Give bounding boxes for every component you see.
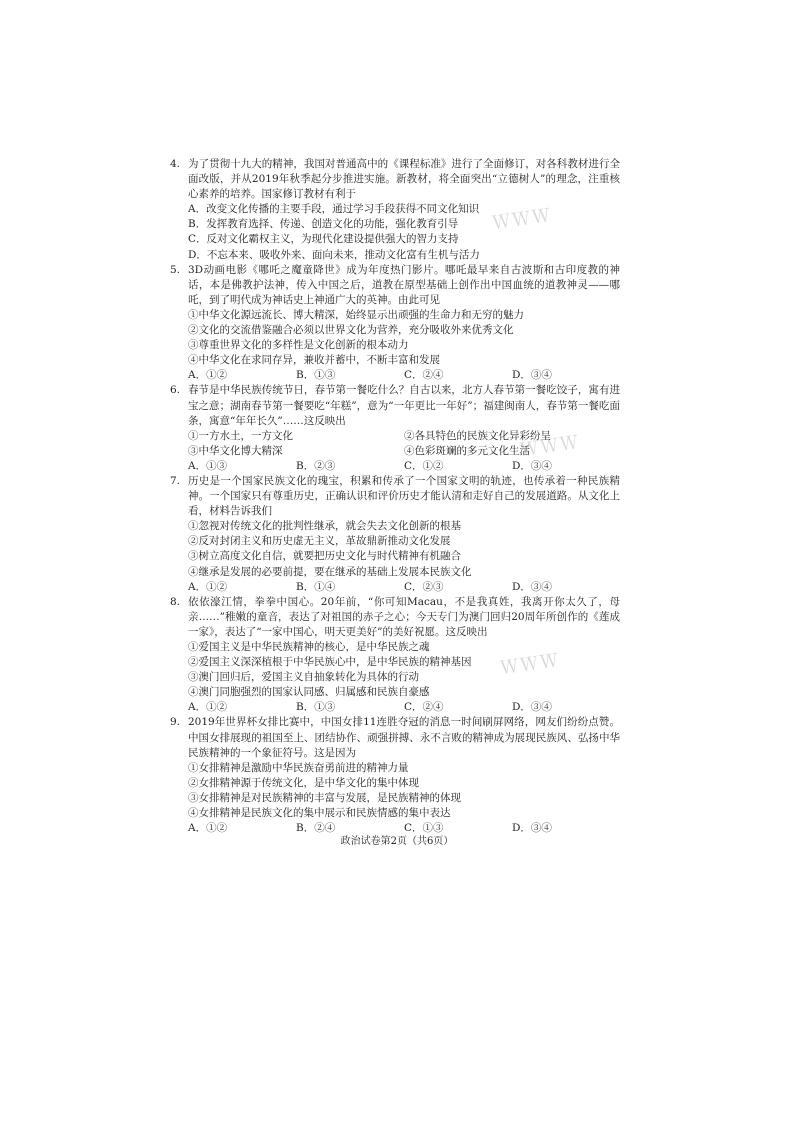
watermark-stamp: ＷＷＷ xyxy=(499,649,562,680)
statement-2: ②文化的交流借鉴融合必须以世界文化为营养，充分吸收外来优秀文化 xyxy=(188,324,514,337)
question-number: 6. xyxy=(170,384,181,397)
choice-c: C．②④ xyxy=(404,369,444,382)
statement-2: ②各具特色的民族文化异彩纷呈 xyxy=(404,429,551,442)
choice-d: D．③④ xyxy=(512,701,552,714)
statement-1: ①中华文化源远流长、博大精深，始终显示出顽强的生命力和无穷的魅力 xyxy=(188,308,524,321)
option-a: A．改变文化传播的主要手段，通过学习手段获得不同文化知识 xyxy=(188,203,480,216)
question-stem: 春节是中华民族传统节日，春节第一餐吃什么？自古以来，北方人春节第一餐吃饺子，寓有进宝之意；湖南春节第一餐要吃“年糕”，意为“一年更比一年好”；福建闽南人，春节第一餐吃面条，寓意“年年长久”……这反映出 xyxy=(188,384,620,427)
answer-choices xyxy=(188,368,620,383)
question-number: 4. xyxy=(170,158,181,170)
answer-choices xyxy=(188,580,620,595)
choice-a: A．①② xyxy=(188,701,228,714)
statement-1: ①一方水土，一方文化 xyxy=(188,429,293,442)
choice-d: D．③④ xyxy=(512,822,552,835)
choice-b: B．①④ xyxy=(296,580,336,593)
choice-b: B．②④ xyxy=(296,822,336,835)
choice-c: C．①③ xyxy=(404,822,444,835)
choice-b: B．②③ xyxy=(296,459,336,472)
choice-a: A．①② xyxy=(188,822,228,835)
statement-4: ④中华文化在求同存异，兼收并蓄中，不断丰富和发展 xyxy=(188,354,440,367)
option-c: C．反对文化霸权主义，为现代化建设提供强大的智力支持 xyxy=(188,233,459,246)
statement-1: ①爱国主义是中华民族精神的核心，是中华民族之魂 xyxy=(188,641,430,653)
option-b: B．发挥教育选择、传递、创造文化的功能，强化教育引导 xyxy=(188,218,459,231)
statement-3: ③树立高度文化自信，就要把历史文化与时代精神有机融合 xyxy=(188,550,461,563)
statement-2: ②反对封闭主义和历史虚无主义，革故鼎新推动文化发展 xyxy=(188,535,451,548)
answer-choices xyxy=(188,700,620,715)
question-6 xyxy=(170,383,620,474)
question-5 xyxy=(170,263,620,384)
watermark-stamp: ＷＷＷ xyxy=(519,431,582,462)
answer-choices xyxy=(188,459,620,474)
choice-a: A．①③ xyxy=(188,459,228,472)
statement-4: ④继承是发展的必要前提，要在继承的基础上发展本民族文化 xyxy=(188,565,472,578)
question-stem: 为了贯彻十九大的精神，我国对普通高中的《课程标准》进行了全面修订，对各科教材进行全面改版，并从2019年秋季起分步推进实施。新教材，将全面突出“立德树人”的理念，注重核心素养的培养。国家修订教材有利于 xyxy=(188,158,620,201)
choice-d: D．③④ xyxy=(512,580,552,593)
statement-4: ④澳门同胞强烈的国家认同感、归属感和民族自豪感 xyxy=(188,686,430,699)
statement-3: ③女排精神是对民族精神的丰富与发展，是民族精神的体现 xyxy=(188,791,461,804)
page-footer: 政治试卷第2页（共6页） xyxy=(340,836,454,847)
choice-c: C．①② xyxy=(404,459,444,472)
question-7 xyxy=(170,474,620,595)
choice-a: A．①② xyxy=(188,369,228,382)
question-number: 5. xyxy=(170,263,181,276)
question-stem: 历史是一个国家民族文化的瑰宝，积累和传承了一个国家文明的轨迹，也传承着一种民族精神。一个国家只有尊重历史，正确认识和评价历史才能认清和走好自己的发展道路。从文化上看，材料告诉我们 xyxy=(188,474,620,518)
choice-d: D．③④ xyxy=(512,369,552,382)
statement-2: ②女排精神源于传统文化，是中华文化的集中体现 xyxy=(188,776,419,789)
statement-4: ④色彩斑斓的多元文化生活 xyxy=(404,444,530,457)
watermark-stamp: ＷＷＷ xyxy=(491,204,554,235)
statement-1: ①女排精神是激励中华民族奋勇前进的精神力量 xyxy=(188,761,409,774)
choice-c: C．②③ xyxy=(404,580,444,593)
question-stem: 3D动画电影《哪吒之魔童降世》成为年度热门影片。哪吒最早来自古波斯和古印度教的神话，本是佛教护法神，传入中国之后，道教在原型基础上创作出中国血统的道教神灵——哪吒，到了明代成为神话史上神通广大的英神。由此可见 xyxy=(188,263,620,306)
question-number: 9. xyxy=(170,716,181,729)
question-number: 8. xyxy=(170,595,181,608)
question-stem: 依依濠江情，拳拳中国心。20年前，“你可知Macau，不是我真姓，我离开你太久了，母亲……”稚嫩的童音，表达了对祖国的赤子之心；今天专门为澳门回归20周年所创作的《莲成一家》，表达了“一家中国心，明天更美好”的美好祝愿。这反映出 xyxy=(188,595,620,638)
question-number: 7. xyxy=(170,474,181,487)
question-4 xyxy=(170,157,620,263)
statement-4: ④女排精神是民族文化的集中展示和民族情感的集中表达 xyxy=(188,807,451,820)
choice-a: A．①② xyxy=(188,580,228,593)
statements-row-2 xyxy=(188,444,620,459)
statements-row-1 xyxy=(188,429,620,444)
question-stem: 2019年世界杯女排比赛中，中国女排11连胜夺冠的消息一时间刷屏网络，网友们纷纷点赞。中国女排展现的祖国至上、团结协作、顽强拼搏、永不言败的精神成为展现民族风、弘扬中华民族精神的一个象征符号。这是因为 xyxy=(188,716,620,759)
choice-b: B．①③ xyxy=(296,369,336,382)
statement-1: ①忽视对传统文化的批判性继承，就会失去文化创新的根基 xyxy=(188,520,461,533)
choice-c: C．②④ xyxy=(404,701,444,714)
statement-3: ③尊重世界文化的多样性是文化创新的根本动力 xyxy=(188,339,409,352)
option-d: D．不忘本来、吸收外来、面向未来，推动文化富有生机与活力 xyxy=(188,248,480,261)
statement-2: ②爱国主义深深植根于中华民族心中，是中华民族的精神基因 xyxy=(188,656,472,669)
choice-d: D．③④ xyxy=(512,459,552,472)
question-9 xyxy=(170,715,620,836)
statement-3: ③中华文化博大精深 xyxy=(188,444,283,457)
question-8 xyxy=(170,595,620,716)
statement-3: ③澳门回归后，爱国主义自抽象转化为具体的行动 xyxy=(188,671,419,684)
choice-b: B．①③ xyxy=(296,701,336,714)
questions-area xyxy=(170,157,620,836)
